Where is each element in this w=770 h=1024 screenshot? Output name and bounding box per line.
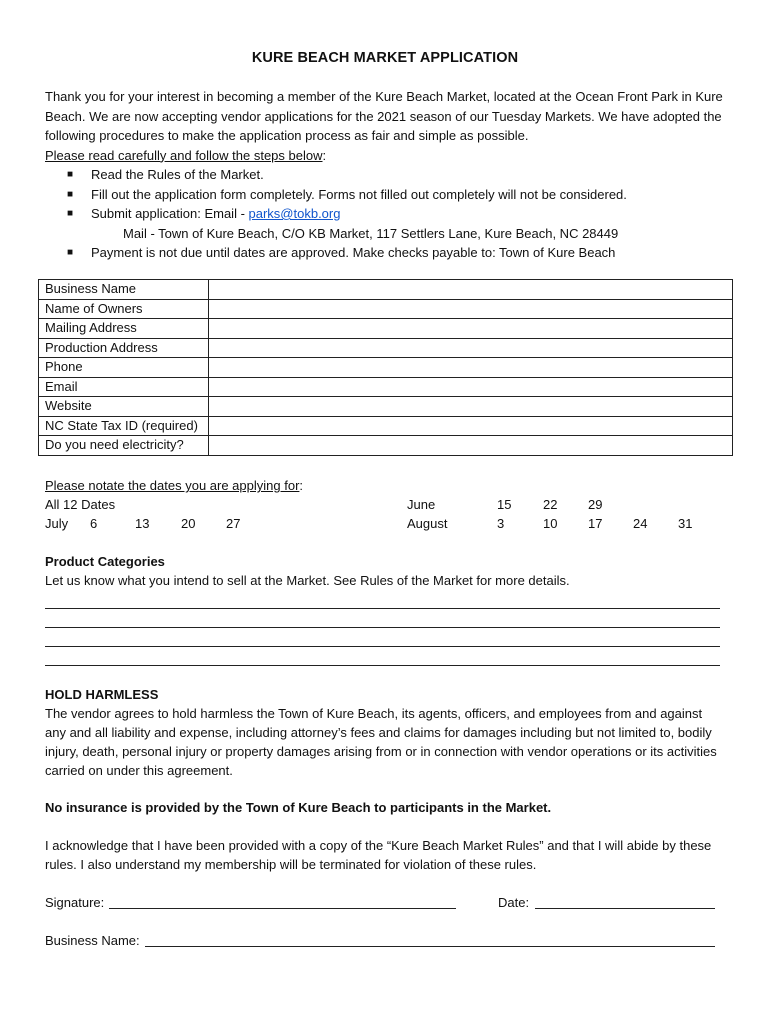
june-label: June xyxy=(407,497,436,512)
date-option[interactable]: 20 xyxy=(181,516,196,531)
signature-row xyxy=(45,893,725,912)
field-label: Business Name xyxy=(39,280,209,300)
step-text: Fill out the application form completely. Forms not filled out completely will not be considered. xyxy=(91,186,627,202)
date-option[interactable]: 27 xyxy=(226,516,241,531)
date-option[interactable]: 29 xyxy=(588,497,603,512)
date-label: Date: xyxy=(498,895,530,910)
bullet-icon: ■ xyxy=(67,169,74,180)
dates-heading-line xyxy=(45,476,725,495)
steps-list-cont xyxy=(45,243,735,263)
email-link[interactable]: parks@tokb.org xyxy=(248,206,341,221)
date-option[interactable]: 31 xyxy=(678,516,693,531)
steps-heading: Please read carefully and follow the steps below xyxy=(45,147,323,163)
bullet-icon: ■ xyxy=(67,188,74,200)
tax-id-field[interactable] xyxy=(209,416,733,436)
hold-harmless-text: The vendor agrees to hold harmless the Town of Kure Beach, its agents, officers, and employees from and against any and all liability and expense, including attorney’s fees and claims for damages including but not limited to, bodily injury, death, personal injury or property damages arising from or in connection with vendor operations or its activities carried on under this agreement. xyxy=(45,706,717,778)
product-line-4[interactable] xyxy=(45,665,720,666)
steps-heading-line xyxy=(45,146,735,166)
date-option[interactable]: 15 xyxy=(497,497,512,512)
date-option[interactable]: 24 xyxy=(633,516,648,531)
table-row xyxy=(39,377,733,397)
products-description: Let us know what you intend to sell at the Market. See Rules of the Market for more details. xyxy=(45,573,570,588)
intro-paragraph: Thank you for your interest in becoming a member of the Kure Beach Market, located at the Ocean Front Park in Kure Beach. We are now accepting vendor applications for the 2021 season of our Tuesday Markets. We have adopted the following procedures to make the application process as fair and simple as possible. xyxy=(45,89,723,143)
dates-heading: Please notate the dates you are applying for xyxy=(45,478,300,493)
field-label: NC State Tax ID (required) xyxy=(39,416,209,436)
dates-heading-colon: : xyxy=(299,478,304,493)
table-row xyxy=(39,358,733,378)
table-row xyxy=(39,299,733,319)
step-item xyxy=(45,243,735,263)
business-name-line[interactable] xyxy=(145,931,715,947)
steps-list xyxy=(45,165,735,224)
table-row xyxy=(39,319,733,339)
date-option[interactable]: 6 xyxy=(90,516,98,531)
email-field[interactable] xyxy=(209,377,733,397)
product-line-1[interactable] xyxy=(45,608,720,609)
bullet-icon: ■ xyxy=(67,208,74,219)
bullet-icon: ■ xyxy=(67,247,74,258)
table-row xyxy=(39,338,733,358)
date-option[interactable]: 17 xyxy=(588,516,603,531)
business-name-row xyxy=(45,931,725,950)
product-line-2[interactable] xyxy=(45,627,720,628)
products-heading: Product Categories xyxy=(45,554,165,569)
step-item xyxy=(45,165,735,185)
step-item xyxy=(45,185,735,205)
field-label: Website xyxy=(39,397,209,417)
step-text: Payment is not due until dates are approved. Make checks payable to: Town of Kure Beach xyxy=(91,245,616,260)
august-label: August xyxy=(407,516,448,531)
step-text: Read the Rules of the Market. xyxy=(91,167,264,182)
step-text: Submit application: Email - xyxy=(91,206,249,221)
signature-label: Signature: xyxy=(45,895,105,910)
step-item xyxy=(45,204,735,224)
product-line-3[interactable] xyxy=(45,646,720,647)
steps-heading-colon: : xyxy=(322,147,327,163)
date-option[interactable]: 3 xyxy=(497,516,505,531)
page-title: KURE BEACH MARKET APPLICATION xyxy=(251,50,519,66)
business-name-label: Business Name: xyxy=(45,933,140,948)
table-row xyxy=(39,280,733,300)
date-option[interactable]: 10 xyxy=(543,516,558,531)
date-option[interactable]: 22 xyxy=(543,497,558,512)
field-label: Mailing Address xyxy=(39,319,209,339)
acknowledgement-text: I acknowledge that I have been provided with a copy of the “Kure Beach Market Rules” and that I will abide by these rules. I also understand my membership will be terminated for violation of these rules. xyxy=(45,838,712,872)
production-address-field[interactable] xyxy=(209,338,733,358)
all-dates-option[interactable]: All 12 Dates xyxy=(45,497,116,512)
field-label: Email xyxy=(39,377,209,397)
date-option[interactable]: 13 xyxy=(135,516,150,531)
dates-section xyxy=(45,476,725,533)
field-label: Phone xyxy=(39,358,209,378)
table-row xyxy=(39,397,733,417)
dates-row-2 xyxy=(45,514,725,533)
dates-row-1 xyxy=(45,495,725,514)
mailing-address-field[interactable] xyxy=(209,319,733,339)
owners-field[interactable] xyxy=(209,299,733,319)
field-label: Do you need electricity? xyxy=(39,436,209,456)
vendor-info-table xyxy=(38,279,733,456)
intro-section xyxy=(45,87,735,263)
website-field[interactable] xyxy=(209,397,733,417)
field-label: Production Address xyxy=(39,338,209,358)
table-row xyxy=(39,416,733,436)
date-field[interactable] xyxy=(535,893,715,909)
no-insurance-notice: No insurance is provided by the Town of Kure Beach to participants in the Market. xyxy=(45,800,552,815)
signature-field[interactable] xyxy=(109,893,456,909)
hold-harmless-heading: HOLD HARMLESS xyxy=(45,687,159,702)
product-categories-section xyxy=(45,552,725,666)
table-row xyxy=(39,436,733,456)
hold-harmless-section xyxy=(45,685,725,780)
phone-field[interactable] xyxy=(209,358,733,378)
july-label: July xyxy=(45,516,69,531)
mail-address: Mail - Town of Kure Beach, C/O KB Market, 117 Settlers Lane, Kure Beach, NC 28449 xyxy=(123,225,619,241)
electricity-field[interactable] xyxy=(209,436,733,456)
business-name-field[interactable] xyxy=(209,280,733,300)
field-label: Name of Owners xyxy=(39,299,209,319)
